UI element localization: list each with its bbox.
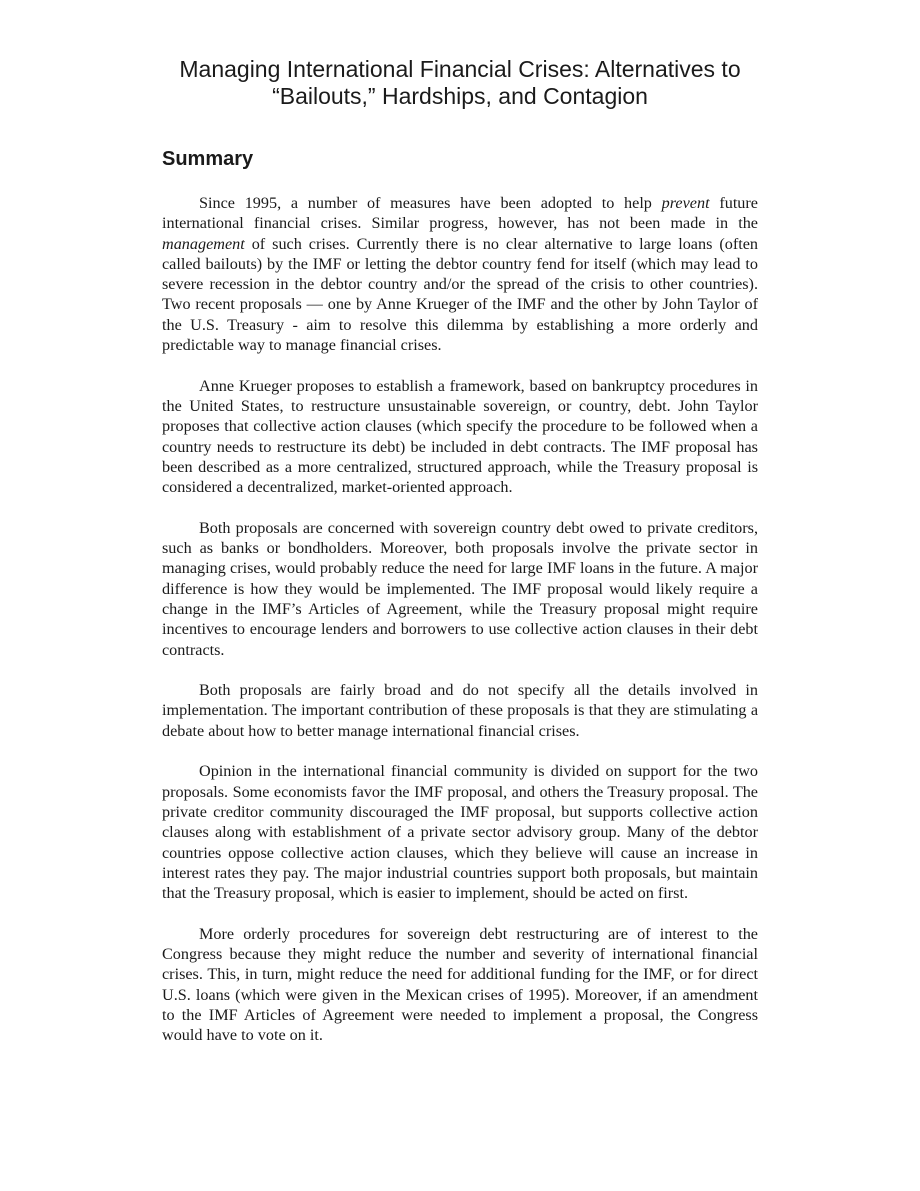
document-title — [140, 56, 780, 110]
paragraph-1-emphasis-management: management — [162, 234, 245, 253]
paragraph-5: Opinion in the international financial community is divided on support for the two proposals. Some economists favor the IMF proposal, and others the Treasury proposal. The private creditor community discouraged the IMF proposal, but supports collective action clauses along with establishment of a private sector advisory group. Many of the debtor countries oppose collective action clauses, which they believe will cause an increase in interest rates they pay. The major industrial countries support both proposals, but maintain that the Treasury proposal, which is easier to implement, should be acted on first. — [162, 762, 758, 903]
paragraph-4: Both proposals are fairly broad and do not specify all the details involved in implementation. The important contribution of these proposals is that they are stimulating a debate about how to better manage international financial crises. — [162, 681, 758, 740]
summary-body — [162, 193, 758, 1066]
paragraph-1-text-c: of such crises. Currently there is no clear alternative to large loans (often called bailouts) by the IMF or letting the debtor country fend for itself (which may lead to severe recession in the debtor country and/or the spread of the crisis to other countries). Two recent proposals — one by Anne Krueger of the IMF and the other by John Taylor of the U.S. Treasury - aim to resolve this dilemma by establishing a more orderly and predictable way to manage financial crises. — [162, 234, 758, 355]
title-line-2: “Bailouts,” Hardships, and Contagion — [272, 83, 648, 109]
paragraph-3: Both proposals are concerned with sovereign country debt owed to private creditors, such as banks or bondholders. Moreover, both proposals involve the private sector in managing crises, would probably reduce the need for large IMF loans in the future. A major difference is how they would be implemented. The IMF proposal would likely require a change in the IMF’s Articles of Agreement, while the Treasury proposal might require incentives to encourage lenders and borrowers to use collective action clauses in their debt contracts. — [162, 518, 758, 659]
paragraph-1-emphasis-prevent: prevent — [661, 194, 710, 212]
summary-heading: Summary — [162, 148, 254, 170]
paragraph-1-text-b: future international financial crises. Similar progress, however, has not been made in the — [162, 194, 758, 233]
paragraph-1 — [162, 193, 758, 355]
paragraph-1-text-a: Since 1995, a number of measures have been adopted to help — [199, 194, 662, 212]
paragraph-6: More orderly procedures for sovereign debt restructuring are of interest to the Congress because they might reduce the number and severity of international financial crises. This, in turn, might reduce the need for additional funding for the IMF, or for direct U.S. loans (which were given in the Mexican crises of 1995). Moreover, if an amendment to the IMF Articles of Agreement were needed to implement a proposal, the Congress would have to vote on it. — [162, 924, 758, 1045]
paragraph-2: Anne Krueger proposes to establish a framework, based on bankruptcy procedures in the United States, to restructure unsustainable sovereign, or country, debt. John Taylor proposes that collective action clauses (which specify the procedure to be followed when a country needs to restructure its debt) be included in debt contracts. The IMF proposal has been described as a more centralized, structured approach, while the Treasury proposal is considered a decentralized, market-oriented approach. — [162, 376, 758, 497]
title-line-1: Managing International Financial Crises: Alternatives to — [179, 56, 741, 82]
